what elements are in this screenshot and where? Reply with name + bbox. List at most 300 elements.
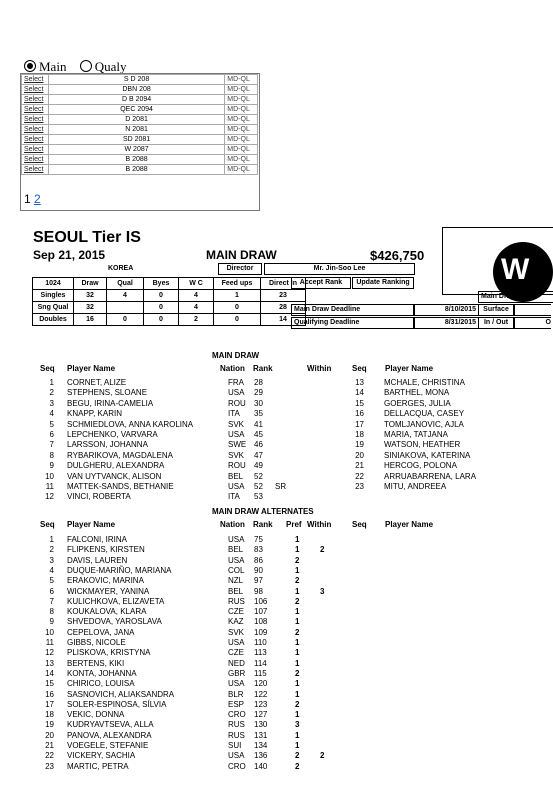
stats-cell: 14 bbox=[261, 314, 306, 326]
logo-letter: W bbox=[501, 253, 530, 286]
draw-player-right: HERCOG, POLONA bbox=[384, 461, 457, 471]
select-code: MD-QL bbox=[225, 145, 258, 155]
alt-player: PLISKOVA, KRISTYNA bbox=[67, 648, 151, 658]
alt-rank: 75 bbox=[254, 535, 263, 544]
alt-seq: 12 bbox=[45, 648, 54, 658]
alt-pref: 2 bbox=[295, 596, 300, 606]
draw-nation: BEL bbox=[228, 471, 244, 481]
alt-rank: 109 bbox=[254, 627, 268, 637]
alt-seq: 10 bbox=[45, 627, 54, 637]
alt-nation: RUS bbox=[228, 720, 245, 730]
alt-pref: 2 bbox=[295, 576, 300, 586]
stats-header-cell: Direct In bbox=[261, 278, 306, 290]
alt-nation: USA bbox=[228, 555, 245, 565]
draw-player-right: TOMLJANOVIC, AJLA bbox=[384, 419, 464, 429]
alt-player: PANOVA, ALEXANDRA bbox=[67, 730, 152, 740]
select-cell bbox=[22, 85, 49, 95]
draw-player-right: DELLACQUA, CASEY bbox=[384, 409, 465, 419]
alt-player: ERAKOVIC, MARINA bbox=[67, 576, 144, 586]
select-cell bbox=[22, 145, 49, 155]
stats-cell: 0 bbox=[144, 290, 179, 302]
alt-pref: 1 bbox=[295, 710, 300, 720]
draw-rank: 46 bbox=[254, 440, 263, 450]
stats-cell: 4 bbox=[179, 290, 214, 302]
draw-seq-right: 18 bbox=[355, 430, 364, 439]
page-current: 1 bbox=[24, 192, 31, 206]
stats-header-cell: Qual bbox=[107, 278, 144, 290]
select-link[interactable]: Select bbox=[24, 146, 44, 153]
sponsor-logo bbox=[442, 227, 553, 295]
alt-seq: 8 bbox=[49, 607, 54, 617]
draw-player-right: GOERGES, JULIA bbox=[384, 398, 451, 408]
alt-seq: 15 bbox=[45, 679, 54, 689]
draw-player-right: SINIAKOVA, KATERINA bbox=[384, 450, 471, 460]
alt-rank: 113 bbox=[254, 648, 267, 658]
draw-player: LARSSON, JOHANNA bbox=[67, 440, 148, 450]
draw-rank: 28 bbox=[254, 378, 263, 387]
select-event: B 2088 bbox=[48, 155, 224, 165]
draw-nation: FRA bbox=[228, 378, 244, 387]
select-code: MD-QL bbox=[225, 115, 258, 125]
alt-nation: BEL bbox=[228, 545, 244, 555]
stats-cell: 16 bbox=[74, 314, 107, 326]
alt-pref: 2 bbox=[295, 751, 300, 761]
alt-nation: RUS bbox=[228, 730, 245, 740]
alt-seq: 1 bbox=[49, 535, 54, 544]
alt-within: 3 bbox=[320, 586, 325, 596]
draw-player: CORNET, ALIZE bbox=[67, 378, 127, 387]
select-cell bbox=[22, 115, 49, 125]
draw-player-right: ARRUABARRENA, LARA bbox=[384, 471, 477, 481]
draw-nation: ITA bbox=[228, 492, 240, 502]
draw-player-right: BARTHEL, MONA bbox=[384, 388, 450, 398]
stats-row bbox=[33, 290, 306, 302]
alt-rank: 131 bbox=[254, 730, 268, 740]
draw-nation: SVK bbox=[228, 450, 245, 460]
alt-pref: 3 bbox=[295, 720, 300, 730]
qualifying-deadline-label: Qualifying Deadline bbox=[291, 317, 415, 329]
alt-player: CEPELOVA, JANA bbox=[67, 627, 135, 637]
alt-nation: BLR bbox=[228, 689, 244, 699]
draw-seq-right: 15 bbox=[355, 398, 364, 408]
select-code: MD-QL bbox=[225, 95, 258, 105]
alt-rank: 115 bbox=[254, 668, 267, 678]
alt-nation: USA bbox=[228, 751, 245, 761]
alt-col-player-name: Player Name bbox=[67, 520, 116, 529]
select-code: MD-QL bbox=[225, 165, 258, 175]
main-radio-option[interactable] bbox=[24, 59, 66, 74]
alt-pref: 1 bbox=[295, 565, 300, 575]
alt-nation: BEL bbox=[228, 586, 244, 596]
select-link[interactable]: Select bbox=[24, 156, 44, 163]
draw-seq: 12 bbox=[45, 492, 54, 502]
stats-row bbox=[33, 302, 306, 314]
select-row bbox=[22, 155, 258, 165]
alt-col-seq: Seq bbox=[40, 520, 55, 529]
alt-rank: 90 bbox=[254, 565, 263, 575]
select-row bbox=[22, 135, 258, 145]
draw-rank: 30 bbox=[254, 398, 263, 408]
alt-col-nation: Nation bbox=[220, 520, 245, 529]
alt-player: KULICHKOVA, ELIZAVETA bbox=[67, 596, 165, 606]
alt-player: DAVIS, LAUREN bbox=[67, 555, 128, 565]
accept-rank-box: Accept Rank bbox=[291, 277, 351, 289]
alt-pref: 1 bbox=[295, 607, 300, 617]
select-row bbox=[22, 85, 258, 95]
draw-player: KNAPP, KARIN bbox=[67, 409, 122, 419]
surface-value bbox=[514, 304, 551, 316]
draw-seq: 5 bbox=[49, 419, 54, 429]
draw-seq-right: 14 bbox=[355, 388, 364, 398]
select-cell bbox=[22, 125, 49, 135]
alt-rank: 98 bbox=[254, 586, 263, 596]
draw-seq-right: 23 bbox=[355, 482, 364, 491]
pagination bbox=[24, 192, 41, 206]
draw-seq-right: 20 bbox=[355, 450, 364, 460]
alt-nation: SVK bbox=[228, 627, 245, 637]
draw-seq: 6 bbox=[49, 430, 54, 439]
select-cell bbox=[22, 135, 49, 145]
tournament-date: Sep 21, 2015 bbox=[33, 248, 106, 262]
alt-seq: 21 bbox=[45, 741, 54, 750]
alt-pref: 1 bbox=[295, 658, 300, 668]
stats-cell: Sng Qual bbox=[33, 302, 74, 314]
draw-title: MAIN DRAW bbox=[206, 248, 277, 262]
draw-nation: USA bbox=[228, 482, 245, 491]
stats-header-cell: 1024 bbox=[33, 278, 74, 290]
page-link-2[interactable]: 2 bbox=[34, 192, 41, 206]
alt-pref: 1 bbox=[295, 741, 300, 750]
alt-seq: 17 bbox=[45, 699, 54, 709]
alt-seq: 23 bbox=[45, 761, 54, 771]
alt-player: CHIRICO, LOUISA bbox=[67, 679, 135, 689]
alt-within: 2 bbox=[320, 751, 325, 761]
stats-header-cell: Feed ups bbox=[214, 278, 261, 290]
select-row bbox=[22, 165, 258, 175]
select-cell bbox=[22, 155, 49, 165]
alt-rank: 134 bbox=[254, 741, 268, 750]
alt-nation: RUS bbox=[228, 596, 245, 606]
draw-player: STEPHENS, SLOANE bbox=[67, 388, 148, 398]
stats-cell: 0 bbox=[144, 314, 179, 326]
director-label: Director bbox=[218, 263, 262, 275]
col-seq: Seq bbox=[40, 364, 55, 373]
stats-header-cell: W C bbox=[179, 278, 214, 290]
alt-seq: 18 bbox=[45, 710, 54, 720]
draw-seq: 2 bbox=[49, 388, 54, 398]
select-row bbox=[22, 95, 258, 105]
select-cell bbox=[22, 75, 49, 85]
draw-seq: 4 bbox=[49, 409, 54, 419]
main-draw-deadline-value: 8/10/2015 bbox=[413, 304, 479, 316]
alt-player: WICKMAYER, YANINA bbox=[67, 586, 150, 596]
alt-pref: 1 bbox=[295, 730, 300, 740]
col-nation: Nation bbox=[220, 364, 245, 373]
alt-rank: 108 bbox=[254, 617, 268, 627]
draw-seq: 3 bbox=[49, 398, 54, 408]
select-code: MD-QL bbox=[225, 155, 258, 165]
alt-col-seq-2: Seq bbox=[352, 520, 367, 529]
select-event: D 2081 bbox=[48, 115, 224, 125]
alt-player: SHVEDOVA, YAROSLAVA bbox=[67, 617, 162, 627]
select-event: DBN 208 bbox=[48, 85, 224, 95]
in-out-label: In / Out bbox=[478, 317, 514, 329]
alt-rank: 114 bbox=[254, 658, 267, 668]
alt-nation: USA bbox=[228, 638, 245, 647]
draw-nation: SWE bbox=[228, 440, 247, 450]
draw-player: RYBARIKOVA, MAGDALENA bbox=[67, 450, 173, 460]
stats-header-cell: Draw bbox=[74, 278, 107, 290]
draw-player: VINCI, ROBERTA bbox=[67, 492, 131, 502]
alt-nation: ESP bbox=[228, 699, 245, 709]
stats-cell: 32 bbox=[74, 290, 107, 302]
select-code: MD-QL bbox=[225, 75, 258, 85]
stats-row bbox=[33, 314, 306, 326]
alt-col-pref: Pref bbox=[286, 520, 302, 529]
qualy-radio-option[interactable] bbox=[80, 59, 127, 74]
director-name: Mr. Jin-Soo Lee bbox=[264, 263, 415, 275]
col-player-name: Player Name bbox=[67, 364, 116, 373]
stats-cell: 23 bbox=[261, 290, 306, 302]
alt-seq: 2 bbox=[49, 545, 54, 555]
draw-player: VAN UYTVANCK, ALISON bbox=[67, 471, 162, 481]
select-link[interactable]: Select bbox=[24, 126, 44, 133]
alt-pref: 1 bbox=[295, 679, 300, 689]
alt-player: VOEGELE, STEFANIE bbox=[67, 741, 149, 750]
select-event: B 2088 bbox=[48, 165, 224, 175]
select-event: W 2087 bbox=[48, 145, 224, 155]
select-row bbox=[22, 145, 258, 155]
select-event: D B 2094 bbox=[48, 95, 224, 105]
select-row bbox=[22, 115, 258, 125]
main-draw-heading: MAIN DRAW bbox=[212, 351, 260, 360]
draw-seq: 7 bbox=[49, 440, 54, 450]
alt-nation: NED bbox=[228, 658, 245, 668]
draw-rank: 53 bbox=[254, 492, 263, 502]
alt-pref: 2 bbox=[295, 668, 300, 678]
alt-seq: 9 bbox=[49, 617, 54, 627]
draw-nation: ROU bbox=[228, 461, 246, 471]
alt-player: MARTIC, PETRA bbox=[67, 761, 129, 771]
draw-player: SCHMIEDLOVA, ANNA KAROLINA bbox=[67, 419, 194, 429]
draw-nation: USA bbox=[228, 430, 245, 439]
select-link[interactable]: Select bbox=[24, 136, 44, 143]
select-code: MD-QL bbox=[225, 105, 258, 115]
alt-player: SOLER-ESPINOSA, SÍLVIA bbox=[67, 699, 167, 709]
select-row bbox=[22, 125, 258, 135]
alt-nation: CZE bbox=[228, 607, 244, 617]
draw-rank: 52 bbox=[254, 471, 263, 481]
draw-seq-right: 21 bbox=[355, 461, 364, 471]
stats-cell: 2 bbox=[179, 314, 214, 326]
select-link[interactable]: Select bbox=[24, 106, 44, 113]
alt-nation: NZL bbox=[228, 576, 244, 586]
select-link[interactable]: Select bbox=[24, 96, 44, 103]
draw-rank: 29 bbox=[254, 388, 263, 398]
select-link[interactable]: Select bbox=[24, 76, 44, 83]
main-radio-label: Main bbox=[39, 59, 67, 74]
select-cell bbox=[22, 95, 49, 105]
stats-cell: 4 bbox=[107, 290, 144, 302]
draw-seq-right: 17 bbox=[355, 419, 364, 429]
alt-rank: 123 bbox=[254, 699, 268, 709]
alternates-heading: MAIN DRAW ALTERNATES bbox=[212, 507, 314, 516]
alt-player: GIBBS, NICOLE bbox=[67, 638, 126, 647]
stats-cell: 0 bbox=[214, 314, 261, 326]
stats-cell: 32 bbox=[74, 302, 107, 314]
stats-cell: Doubles bbox=[33, 314, 74, 326]
alt-pref: 1 bbox=[295, 689, 300, 699]
select-row bbox=[22, 105, 258, 115]
surface-label: Surface bbox=[478, 304, 514, 316]
draw-seq-right: 19 bbox=[355, 440, 364, 450]
select-code: MD-QL bbox=[225, 85, 258, 95]
alt-pref: 1 bbox=[295, 545, 300, 555]
main-draw-start-box: Main Draw Sta bbox=[478, 291, 553, 303]
draw-extra: SR bbox=[275, 482, 287, 491]
draw-rank: 45 bbox=[254, 430, 263, 439]
alt-nation: CRO bbox=[228, 761, 246, 771]
draw-seq: 1 bbox=[49, 378, 54, 387]
draw-seq-right: 16 bbox=[355, 409, 364, 419]
draw-seq: 10 bbox=[45, 471, 54, 481]
alt-nation: CZE bbox=[228, 648, 244, 658]
draw-nation: ROU bbox=[228, 398, 246, 408]
alt-pref: 1 bbox=[295, 535, 300, 544]
alt-player: VEKIC, DONNA bbox=[67, 710, 125, 720]
draw-nation: SVK bbox=[228, 419, 245, 429]
stats-cell: 0 bbox=[144, 302, 179, 314]
alt-pref: 2 bbox=[295, 699, 300, 709]
draw-rank: 52 bbox=[254, 482, 263, 491]
alt-player: KOUKALOVA, KLARA bbox=[67, 607, 147, 617]
tournament-title: SEOUL Tier IS bbox=[33, 229, 141, 246]
draw-nation: USA bbox=[228, 388, 245, 398]
stats-cell: 0 bbox=[214, 302, 261, 314]
country: KOREA bbox=[108, 265, 134, 272]
select-event: N 2081 bbox=[48, 125, 224, 135]
radio-unselected-icon[interactable] bbox=[80, 60, 92, 72]
prize-money: $426,750 bbox=[370, 248, 425, 263]
alt-col-player-name-2: Player Name bbox=[385, 520, 434, 529]
draw-rank: 49 bbox=[254, 461, 263, 471]
radio-selected-icon[interactable] bbox=[24, 60, 36, 72]
alt-nation: COL bbox=[228, 565, 245, 575]
alt-seq: 16 bbox=[45, 689, 54, 699]
stats-cell bbox=[107, 302, 144, 314]
draw-seq: 8 bbox=[49, 450, 54, 460]
draw-seq: 9 bbox=[49, 461, 54, 471]
alt-seq: 20 bbox=[45, 730, 54, 740]
stats-cell: Singles bbox=[33, 290, 74, 302]
col-player-name-2: Player Name bbox=[385, 364, 434, 373]
alt-nation: GBR bbox=[228, 668, 246, 678]
draw-seq-right: 13 bbox=[355, 378, 364, 387]
alt-pref: 1 bbox=[295, 648, 300, 658]
select-event: SD 2081 bbox=[48, 135, 224, 145]
alt-seq: 5 bbox=[49, 576, 54, 586]
alt-seq: 6 bbox=[49, 586, 54, 596]
qualifying-deadline-value: 8/31/2015 bbox=[413, 317, 479, 329]
draw-player-right: WATSON, HEATHER bbox=[384, 440, 461, 450]
select-code: MD-QL bbox=[225, 135, 258, 145]
draw-player-right: MARIA, TATJANA bbox=[384, 430, 449, 439]
alt-seq: 7 bbox=[49, 596, 54, 606]
alt-pref: 1 bbox=[295, 586, 300, 596]
draw-player: BEGU, IRINA-CAMELIA bbox=[67, 398, 154, 408]
alt-seq: 22 bbox=[45, 751, 54, 761]
select-table bbox=[21, 74, 258, 175]
alt-nation: SUI bbox=[228, 741, 242, 750]
stats-cell: 4 bbox=[179, 302, 214, 314]
draw-rank: 41 bbox=[254, 419, 263, 429]
draw-rank: 35 bbox=[254, 409, 263, 419]
select-link[interactable]: Select bbox=[24, 86, 44, 93]
select-cell bbox=[22, 165, 49, 175]
alt-player: DUQUE-MARIÑO, MARIANA bbox=[67, 565, 172, 575]
alt-rank: 110 bbox=[254, 638, 267, 647]
alt-player: FLIPKENS, KIRSTEN bbox=[67, 545, 145, 555]
select-event: S D 208 bbox=[48, 75, 224, 85]
main-draw-deadline-label: Main Draw Deadline bbox=[291, 304, 415, 316]
alt-player: SASNOVICH, ALIAKSANDRA bbox=[67, 689, 175, 699]
draw-nation: ITA bbox=[228, 409, 240, 419]
stats-cell: 0 bbox=[107, 314, 144, 326]
alt-player: KUDRYAVTSEVA, ALLA bbox=[67, 720, 154, 730]
select-row bbox=[22, 75, 258, 85]
alt-pref: 2 bbox=[295, 555, 300, 565]
alt-seq: 4 bbox=[49, 565, 54, 575]
alt-pref: 2 bbox=[295, 627, 300, 637]
update-ranking-box: Update Ranking bbox=[352, 277, 414, 289]
stats-cell: 28 bbox=[261, 302, 306, 314]
qualy-radio-label: Qualy bbox=[94, 59, 127, 74]
alt-player: BERTENS, KIKI bbox=[67, 658, 125, 668]
alt-seq: 11 bbox=[45, 638, 54, 647]
in-out-value: O bbox=[514, 317, 551, 329]
col-rank: Rank bbox=[253, 364, 273, 373]
alt-nation: KAZ bbox=[228, 617, 244, 627]
alt-player: VICKERY, SACHIA bbox=[67, 751, 136, 761]
alt-rank: 86 bbox=[254, 555, 263, 565]
alt-seq: 19 bbox=[45, 720, 54, 730]
alt-rank: 130 bbox=[254, 720, 268, 730]
alt-seq: 3 bbox=[49, 555, 54, 565]
select-link[interactable]: Select bbox=[24, 116, 44, 123]
alt-player: KONTA, JOHANNA bbox=[67, 668, 137, 678]
alt-col-rank: Rank bbox=[253, 520, 273, 529]
stats-table bbox=[32, 277, 306, 326]
alt-seq: 13 bbox=[45, 658, 54, 668]
select-cell bbox=[22, 105, 49, 115]
col-seq-2: Seq bbox=[352, 364, 367, 373]
draw-player: DULGHERU, ALEXANDRA bbox=[67, 461, 165, 471]
draw-rank: 47 bbox=[254, 450, 263, 460]
draw-player: MATTEK-SANDS, BETHANIE bbox=[67, 482, 174, 491]
alt-rank: 140 bbox=[254, 761, 268, 771]
alt-nation: CRO bbox=[228, 710, 246, 720]
stats-header-cell: Byes bbox=[144, 278, 179, 290]
alt-nation: USA bbox=[228, 679, 245, 689]
alt-pref: 2 bbox=[295, 761, 300, 771]
draw-seq-right: 22 bbox=[355, 471, 364, 481]
select-event: QEC 2094 bbox=[48, 105, 224, 115]
alt-pref: 1 bbox=[295, 638, 300, 647]
draw-player: LEPCHENKO, VARVARA bbox=[67, 430, 158, 439]
alt-within: 2 bbox=[320, 545, 325, 555]
select-link[interactable]: Select bbox=[24, 166, 44, 173]
alt-col-within: Within bbox=[307, 520, 332, 529]
